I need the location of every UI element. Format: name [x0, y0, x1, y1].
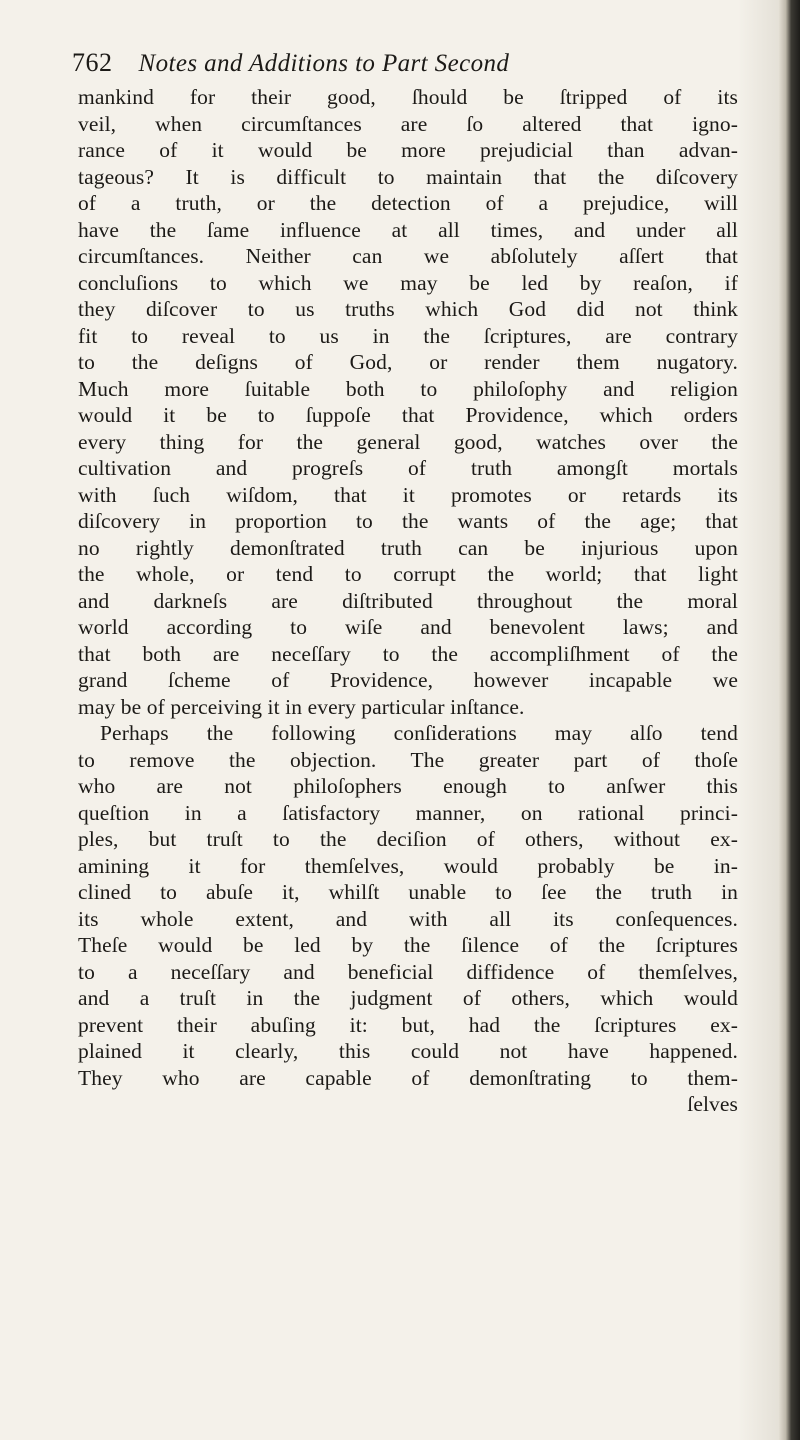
text-line: cultivation and progreſs of truth amongſt mortals [78, 456, 738, 480]
text-line: would it be to ſuppoſe that Providence, which orders [78, 403, 738, 427]
text-line: concluſions to which we may be led by reaſon, if [78, 270, 738, 295]
text-line: fit to reveal to us in the ſcriptures, are contrary [78, 323, 738, 348]
text-line: may be of perceiving it in every particular inſtance. [78, 694, 525, 719]
text-line: plained it clearly, this could not have happened. [78, 1039, 738, 1063]
text-line: and a truſt in the judgment of others, which would [78, 986, 738, 1010]
text-line: to remove the objection. The greater part of thoſe [78, 747, 738, 772]
text-line: and darkneſs are diſtributed throughout the moral [78, 588, 738, 613]
text-line: that both are neceſſary to the accompliſhment of the [78, 641, 738, 666]
text-line: circumſtances. Neither can we abſolutely aſſert that [78, 244, 738, 268]
text-line: of a truth, or the detection of a prejudice, will [78, 191, 738, 215]
text-line: clined to abuſe it, whilſt unable to ſee the truth in [78, 880, 738, 904]
text-line: to the deſigns of God, or render them nugatory. [78, 350, 738, 374]
text-line: grand ſcheme of Providence, however incapable we [78, 668, 738, 692]
text-line: queſtion in a ſatisfactory manner, on rational princi- [78, 800, 738, 825]
paragraph-start-line: Perhaps the following conſiderations may alſo tend [100, 721, 738, 745]
text-line: ples, but truſt to the deciſion of others, without ex- [78, 827, 738, 851]
text-line: Theſe would be led by the ſilence of the ſcriptures [78, 933, 738, 957]
text-line: prevent their abuſing it: but, had the ſcriptures ex- [78, 1012, 738, 1037]
catchword: ſelves [687, 1092, 738, 1116]
page-gutter-shadow [738, 0, 778, 1440]
running-head-title: Notes and Additions to Part Second [138, 50, 510, 77]
text-line: they diſcover to us truths which God did not think [78, 297, 738, 321]
book-spine-edge [778, 0, 800, 1440]
text-line: veil, when circumſtances are ſo altered that igno- [78, 111, 738, 136]
text-line: amining it for themſelves, would probably be in- [78, 853, 738, 878]
text-line: the whole, or tend to corrupt the world; that light [78, 562, 738, 586]
text-line: every thing for the general good, watches over the [78, 429, 738, 454]
text-line: They who are capable of demonſtrating to them- [78, 1065, 738, 1090]
text-line: have the ſame influence at all times, and under all [78, 217, 738, 242]
text-line: who are not philoſophers enough to anſwer this [78, 774, 738, 798]
text-line: with ſuch wiſdom, that it promotes or retards its [78, 482, 738, 507]
text-line: rance of it would be more prejudicial than advan- [78, 138, 738, 162]
text-line: no rightly demonſtrated truth can be injurious upon [78, 535, 738, 560]
text-line: world according to wiſe and benevolent laws; and [78, 615, 738, 639]
text-line: Much more ſuitable both to philoſophy and religion [78, 376, 738, 401]
text-line: diſcovery in proportion to the wants of the age; that [78, 509, 738, 533]
page-number: 762 [72, 48, 113, 77]
text-line: to a neceſſary and beneficial diffidence of themſelves, [78, 959, 738, 984]
text-line: its whole extent, and with all its conſequences. [78, 906, 738, 931]
text-line: tageous? It is difficult to maintain that the diſcovery [78, 164, 738, 189]
body-text [78, 84, 738, 1118]
text-line: mankind for their good, ſhould be ſtripped of its [78, 85, 738, 109]
